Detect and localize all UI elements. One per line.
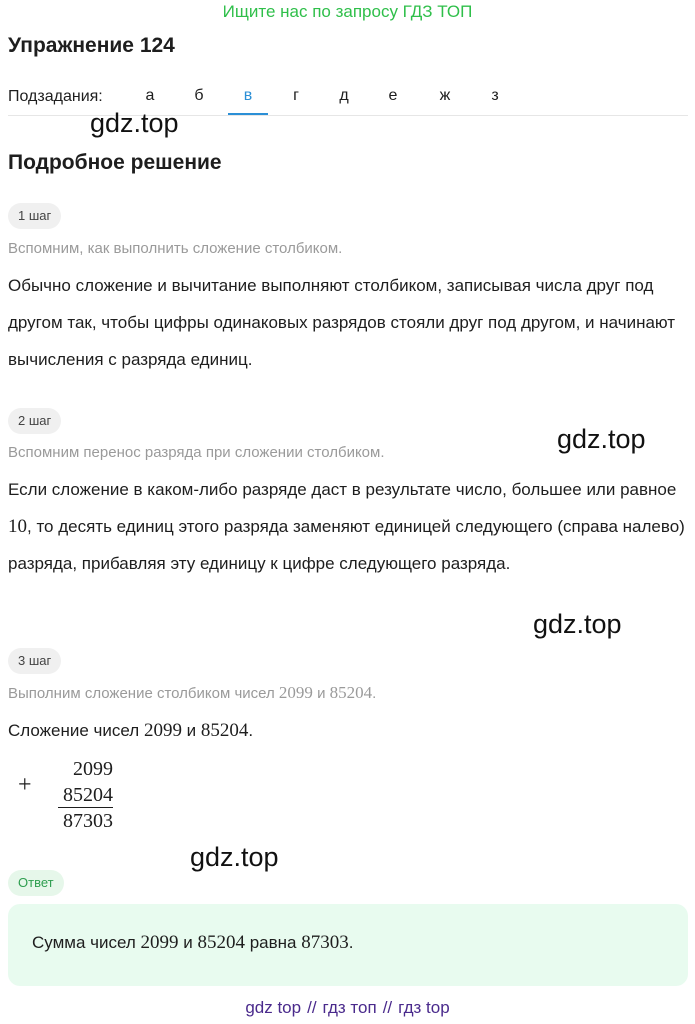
answer-number-a: 2099 (140, 932, 179, 953)
subtask-tab-e[interactable]: е (388, 87, 398, 104)
subtasks-label: Подзадания: (8, 88, 103, 105)
step-3-hint-and: и (312, 685, 330, 702)
step-1-badge: 1 шаг (8, 203, 61, 229)
section-title: Подробное решение (8, 151, 222, 174)
sum-line (58, 807, 113, 808)
footer-separator: // (382, 998, 393, 1017)
step-2-number: 10 (8, 516, 27, 537)
step-1-hint: Вспомним, как выполнить сложение столбиком. (8, 240, 343, 257)
step-2-text-end: , то десять единиц этого разряда заменяют единицей следующего (справа налево) разряда, прибавляя эту единицу к цифре следующего разряда. (8, 517, 685, 573)
subtask-tab-zh[interactable]: ж (439, 87, 451, 104)
subtask-tab-a[interactable]: а (145, 87, 155, 104)
answer-end: . (348, 933, 354, 952)
answer-and: и (178, 933, 198, 952)
addend-1: 2099 (73, 758, 113, 780)
answer-badge: Ответ (8, 870, 64, 896)
watermark-text: gdz.top (90, 108, 179, 138)
watermark-text: gdz.top (533, 609, 622, 639)
watermark-text: gdz.top (557, 424, 646, 454)
answer-equals: равна (244, 933, 302, 952)
step-3-badge: 3 шаг (8, 648, 61, 674)
step-1-text: Обычно сложение и вычитание выполняют столбиком, записывая числа друг под другом так, чтобы цифры одинаковых разрядов стояли друг под другом, и начинают вычисления с разряда единиц. (8, 276, 676, 369)
sum-result: 87303 (63, 810, 113, 832)
subtask-tab-z[interactable]: з (491, 87, 499, 104)
step-3-end: . (248, 721, 254, 740)
footer-link-gdz-top[interactable]: gdz top (245, 998, 302, 1017)
subtask-tab-g[interactable]: г (293, 87, 299, 104)
step-3-text (8, 712, 688, 749)
step-3-number-a: 2099 (143, 720, 182, 741)
subtask-tab-d[interactable]: д (339, 87, 349, 104)
step-2-badge: 2 шаг (8, 408, 61, 434)
footer-link-gdz-top-ru[interactable]: гдз топ (322, 998, 377, 1017)
step-2-text-start: Если сложение в каком-либо разряде даст в результате число, большее или равное (8, 480, 677, 499)
plus-sign: + (18, 772, 32, 798)
column-addition (18, 758, 128, 838)
subtask-tab-b[interactable]: б (194, 87, 204, 104)
answer-text-start: Сумма чисел (32, 933, 141, 952)
subtask-tab-v[interactable]: в (228, 78, 268, 115)
top-promo-text[interactable]: Ищите нас по запросу ГДЗ ТОП (222, 2, 473, 21)
footer-link-gdz-top-mixed[interactable]: гдз top (398, 998, 450, 1017)
step-3-number-b: 85204 (200, 720, 249, 741)
watermark-text: gdz.top (190, 842, 279, 872)
answer-sum: 87303 (301, 932, 349, 953)
step-3-hint-start: Выполним сложение столбиком чисел (8, 685, 279, 702)
step-2-text (8, 471, 688, 582)
exercise-title: Упражнение 124 (8, 34, 175, 57)
answer-number-b: 85204 (197, 932, 245, 953)
addend-2: 85204 (63, 784, 113, 806)
step-3-and: и (181, 721, 201, 740)
step-3-hint-end: . (372, 685, 377, 702)
step-3-hint (8, 683, 376, 703)
step-2-hint: Вспомним перенос разряда при сложении столбиком. (8, 444, 385, 461)
answer-box (8, 904, 688, 986)
step-3-hint-number-a: 2099 (278, 683, 313, 702)
step-3-hint-number-b: 85204 (329, 683, 373, 702)
footer-links (0, 998, 695, 1018)
footer-separator: // (307, 998, 317, 1017)
step-3-text-start: Сложение чисел (8, 721, 144, 740)
